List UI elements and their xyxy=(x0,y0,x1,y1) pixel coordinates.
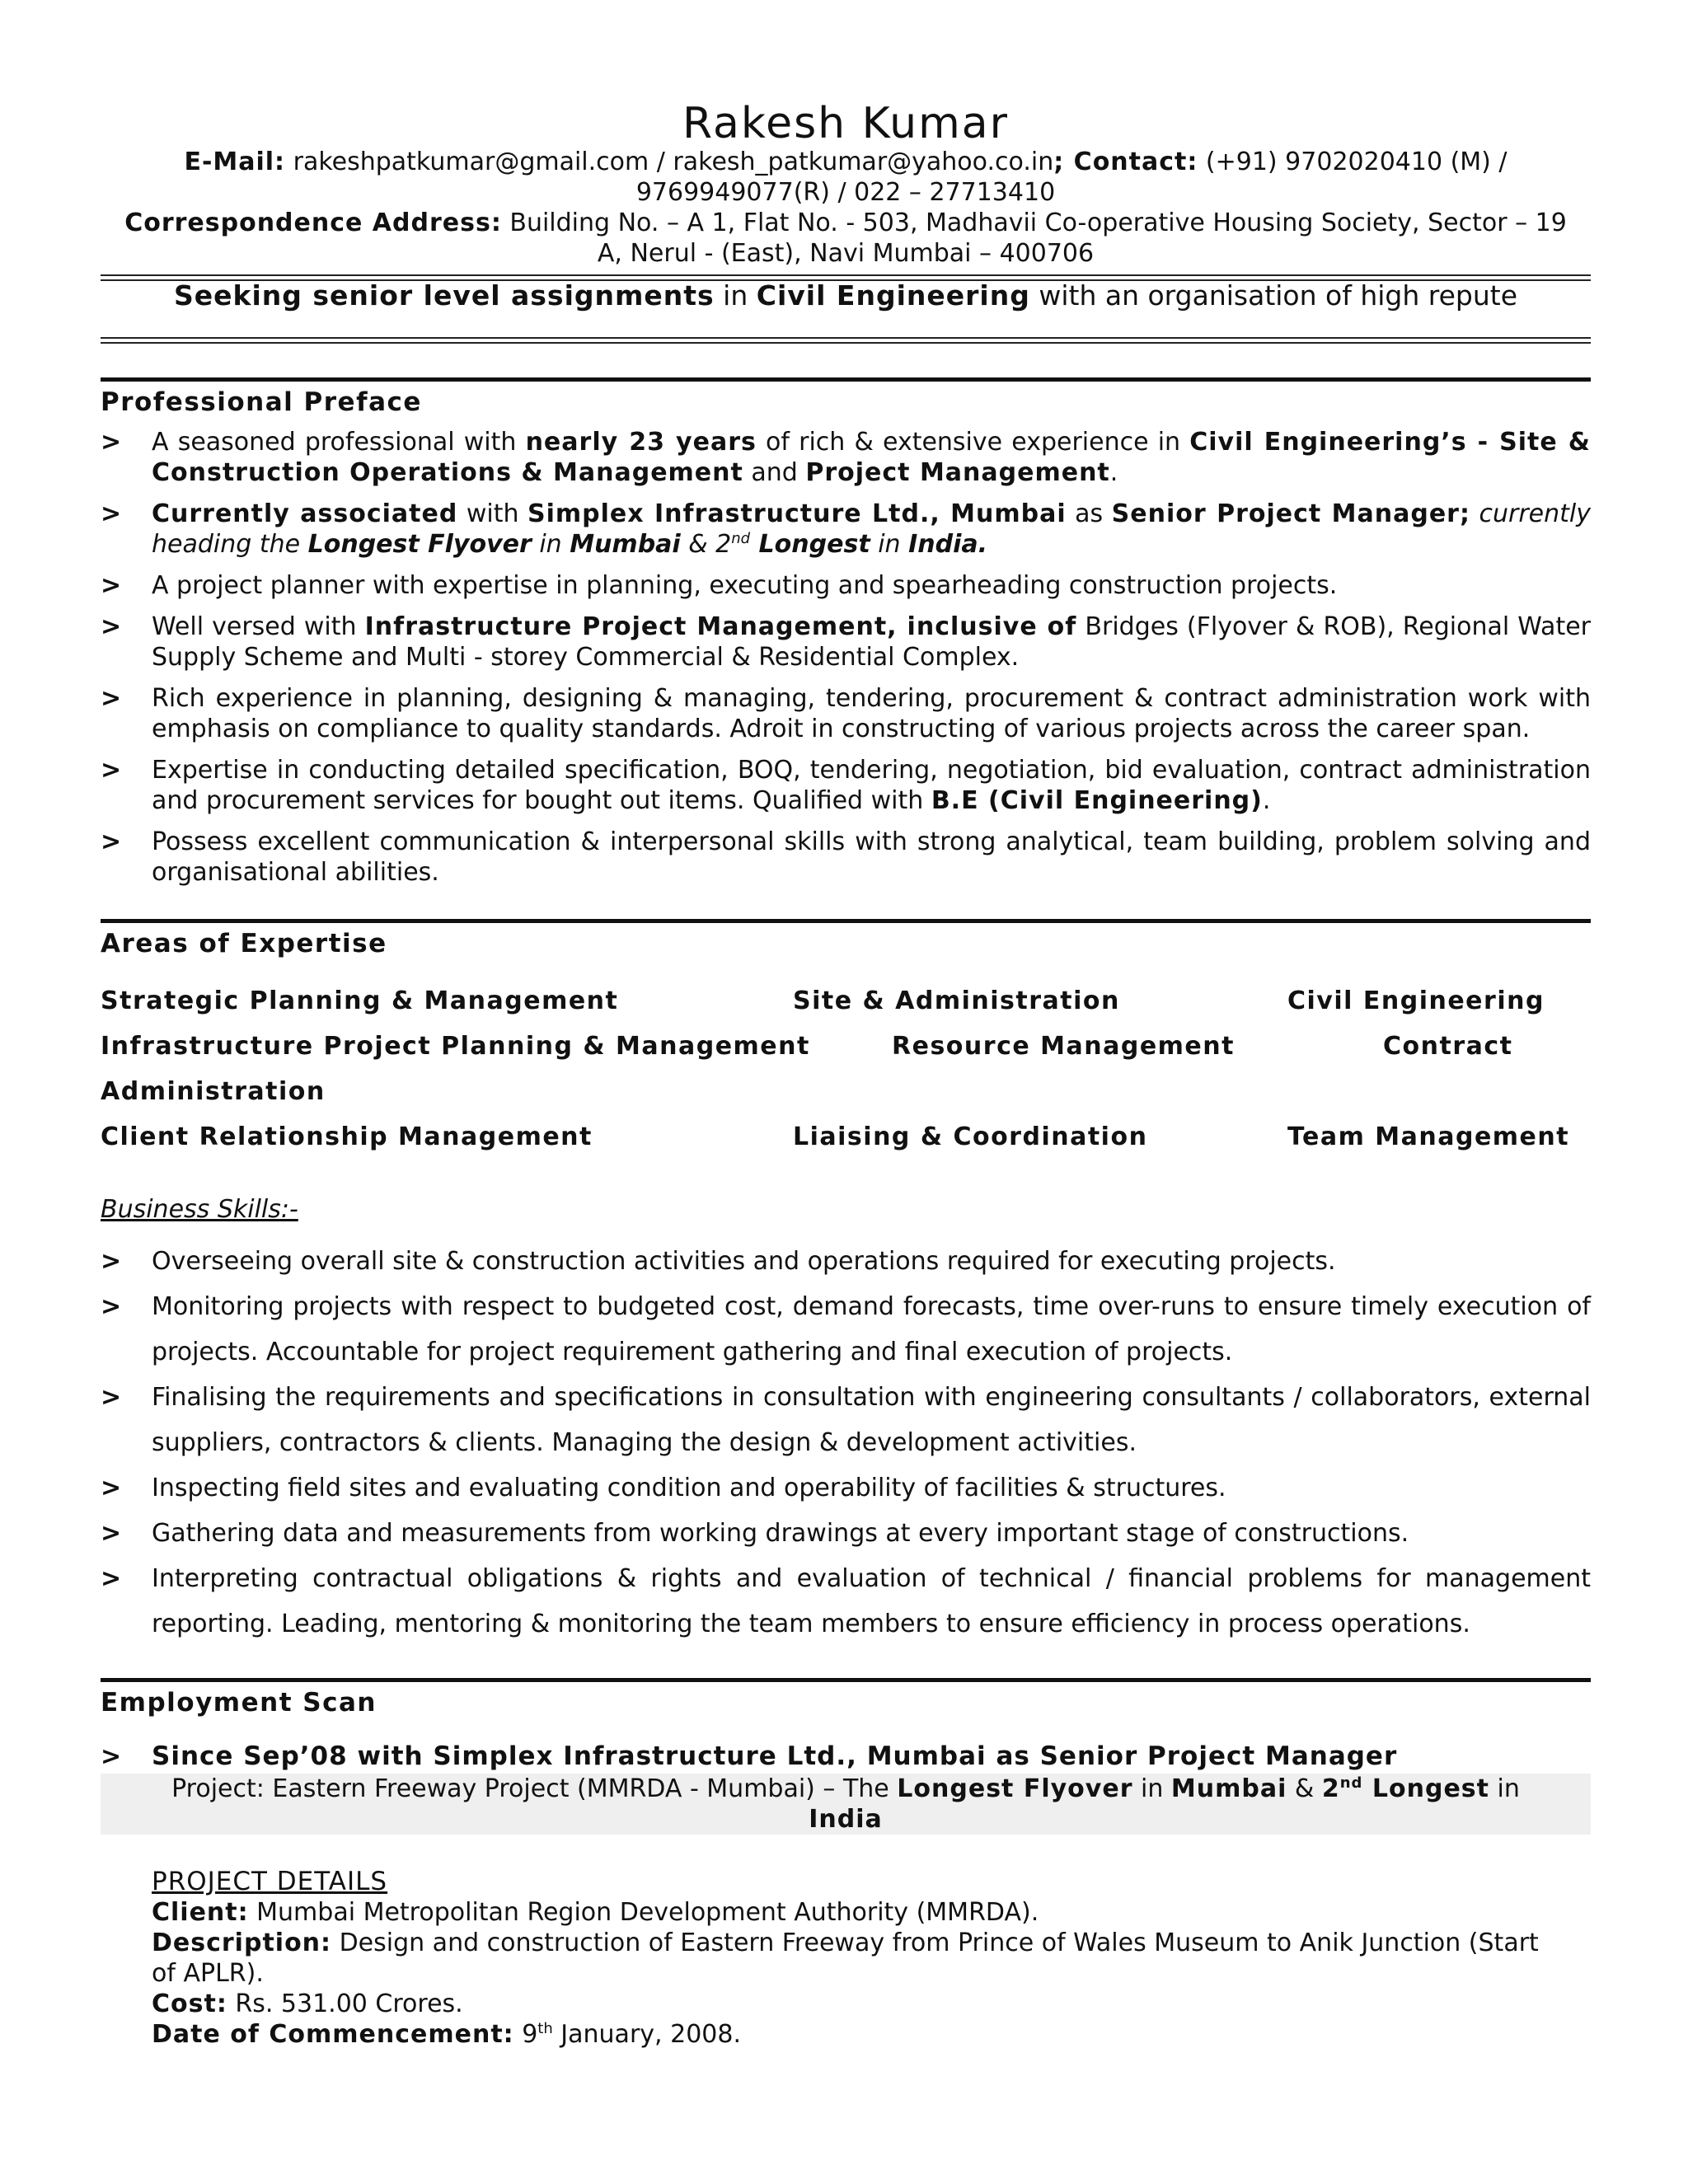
cost-value: Rs. 531.00 Crores. xyxy=(227,1990,463,2018)
chevron-right-icon: > xyxy=(101,1247,122,1276)
commencement-value: January, 2008. xyxy=(552,2020,741,2049)
chevron-right-icon: > xyxy=(101,571,122,600)
client-label: Client: xyxy=(152,1898,249,1927)
expertise-item: Resource Management xyxy=(892,1032,1235,1061)
text: Finalising the requirements and specifications in consultation with engineering consultants / collaborators, external suppliers, contractors & clients. Managing the design & development activities. xyxy=(152,1383,1591,1457)
text: Currently associated xyxy=(152,499,458,528)
list-item xyxy=(101,427,1591,488)
text: . xyxy=(1262,786,1271,815)
client-value: Mumbai Metropolitan Region Development Authority (MMRDA). xyxy=(248,1898,1039,1927)
list-item xyxy=(101,570,1591,601)
objective xyxy=(101,280,1591,311)
chevron-right-icon: > xyxy=(101,1383,122,1412)
expertise-item: Client Relationship Management xyxy=(101,1122,593,1151)
expertise-item: Strategic Planning & Management xyxy=(101,987,619,1015)
chevron-right-icon: > xyxy=(101,1292,122,1321)
text: nd xyxy=(1339,1774,1363,1792)
text: Senior Project Manager; xyxy=(1111,499,1470,528)
text: Expertise in conducting detailed specification, BOQ, tendering, negotiation, bid evaluation, contract administration and procurement services for bought out items. Qualified with xyxy=(152,756,1591,815)
preface-list xyxy=(101,427,1591,888)
address-line xyxy=(101,208,1591,238)
section-rule xyxy=(101,377,1591,382)
text: Project Management xyxy=(805,458,1110,487)
text: & xyxy=(1287,1774,1322,1803)
text: India. xyxy=(908,530,987,559)
text: nearly 23 years xyxy=(525,428,757,457)
list-item xyxy=(101,1465,1591,1511)
text: in xyxy=(1489,1774,1520,1803)
section-title-expertise: Areas of Expertise xyxy=(101,929,387,958)
text: currently heading the xyxy=(152,499,1591,559)
objective-text: with an organisation of high repute xyxy=(1029,279,1518,312)
text: Longest xyxy=(1362,1774,1489,1803)
expertise-row xyxy=(101,1122,1591,1155)
chevron-right-icon: > xyxy=(101,684,122,713)
text: Longest Flyover xyxy=(307,530,532,559)
business-skills-list xyxy=(101,1239,1591,1647)
list-item xyxy=(101,1284,1591,1375)
objective-text: in xyxy=(714,279,757,312)
text: Overseeing overall site & construction activities and operations required for executing projects. xyxy=(152,1247,1336,1276)
text: th xyxy=(537,2020,553,2037)
list-item xyxy=(101,1556,1591,1647)
text: of rich & extensive experience in xyxy=(756,428,1190,457)
section-title-preface: Professional Preface xyxy=(101,387,422,417)
email-label: E-Mail: xyxy=(184,148,286,176)
list-item xyxy=(101,1239,1591,1284)
project-details-heading: PROJECT DETAILS xyxy=(152,1867,388,1896)
employment-list xyxy=(101,1741,1591,1772)
expertise-item: Civil Engineering xyxy=(1287,987,1545,1015)
business-skills-heading: Business Skills:- xyxy=(101,1195,298,1224)
text: Well versed with xyxy=(152,612,365,641)
list-item xyxy=(101,499,1591,560)
text: as xyxy=(1066,499,1112,528)
list-item xyxy=(101,1511,1591,1556)
commencement-value: 9 xyxy=(513,2020,538,2049)
text: Project: Eastern Freeway Project (MMRDA - Mumbai) – The xyxy=(171,1774,898,1803)
text: A seasoned professional with xyxy=(152,428,526,457)
cost-line xyxy=(152,1989,1553,2019)
text: Civil Engineering’s - Site & Construction Operations & Management xyxy=(152,428,1591,487)
text: and xyxy=(743,458,806,487)
contact-label: ; Contact: xyxy=(1053,148,1198,176)
commencement-label: Date of Commencement: xyxy=(152,2020,514,2049)
text: in xyxy=(870,530,909,559)
list-item xyxy=(101,1741,1591,1772)
client-line xyxy=(152,1897,1553,1928)
chevron-right-icon: > xyxy=(101,1519,122,1548)
chevron-right-icon: > xyxy=(101,499,122,528)
objective-keyword: Seeking senior level assignments xyxy=(173,279,715,312)
contact-line-2: 9769949077(R) / 022 – 27713410 xyxy=(635,178,1056,207)
text: with xyxy=(457,499,528,528)
contact-line xyxy=(101,147,1591,177)
text: Infrastructure Project Management, inclusive of xyxy=(364,612,1077,641)
chevron-right-icon: > xyxy=(101,1474,122,1502)
text: in xyxy=(531,530,570,559)
text: India xyxy=(809,1805,883,1834)
text: Possess excellent communication & interpersonal skills with strong analytical, team building, problem solving and organisational abilities. xyxy=(152,827,1591,887)
expertise-row xyxy=(101,1032,1591,1065)
address-label: Correspondence Address: xyxy=(124,209,502,237)
candidate-name: Rakesh Kumar xyxy=(682,99,1010,148)
chevron-right-icon: > xyxy=(101,612,122,641)
expertise-item: Contract xyxy=(1383,1032,1513,1061)
contact-value: (+91) 9702020410 (M) / xyxy=(1205,148,1507,176)
expertise-item: Team Management xyxy=(1287,1122,1570,1151)
chevron-right-icon: > xyxy=(101,428,122,457)
text: . xyxy=(1109,458,1118,487)
expertise-item: Liaising & Coordination xyxy=(793,1122,1148,1151)
text: Longest Flyover xyxy=(897,1774,1133,1803)
address-value: Building No. – A 1, Flat No. - 503, Madhavii Co-operative Housing Society, Sector – 19 xyxy=(509,209,1567,237)
expertise-item: Infrastructure Project Planning & Management xyxy=(101,1032,810,1061)
section-rule xyxy=(101,1678,1591,1682)
text: Mumbai xyxy=(570,530,681,559)
expertise-item: Administration xyxy=(101,1077,326,1106)
text: Rich experience in planning, designing & managing, tendering, procurement & contract administration work with emphasis on compliance to quality standards. Adroit in constructing of various projects across the career span. xyxy=(152,684,1591,743)
text: A project planner with expertise in planning, executing and spearheading construction projects. xyxy=(152,571,1338,600)
text: Simplex Infrastructure Ltd., Mumbai xyxy=(527,499,1067,528)
text: & 2 xyxy=(680,530,732,559)
section-title-employment: Employment Scan xyxy=(101,1688,377,1718)
text: Gathering data and measurements from working drawings at every important stage of constructions. xyxy=(152,1519,1409,1548)
divider xyxy=(101,337,1591,344)
description-label: Description: xyxy=(152,1929,332,1957)
chevron-right-icon: > xyxy=(101,1564,122,1593)
project-band xyxy=(101,1774,1591,1835)
description-line xyxy=(152,1928,1553,1989)
project-details xyxy=(152,1867,1553,2050)
text: Mumbai xyxy=(1170,1774,1287,1803)
text: Monitoring projects with respect to budgeted cost, demand forecasts, time over-runs to ensure timely execution of projects. Accountable for project requirement gathering and final execution of projects. xyxy=(152,1292,1591,1366)
text: Longest xyxy=(750,530,870,559)
chevron-right-icon: > xyxy=(101,1742,122,1771)
address-line-2: A, Nerul - (East), Navi Mumbai – 400706 xyxy=(597,239,1095,268)
description-value: Design and construction of Eastern Freeway from Prince of Wales Museum to Anik Junction (Start of APLR). xyxy=(152,1929,1539,1988)
email-value: rakeshpatkumar@gmail.com / rakesh_patkumar@yahoo.co.in xyxy=(293,148,1054,176)
text: nd xyxy=(731,530,751,547)
list-item xyxy=(101,612,1591,673)
expertise-item: Site & Administration xyxy=(793,987,1120,1015)
text: 2 xyxy=(1321,1774,1340,1803)
section-rule xyxy=(101,919,1591,923)
expertise-row xyxy=(101,987,1591,1019)
chevron-right-icon: > xyxy=(101,827,122,856)
chevron-right-icon: > xyxy=(101,756,122,785)
list-item xyxy=(101,827,1591,888)
text: B.E (Civil Engineering) xyxy=(931,786,1263,815)
list-item xyxy=(101,755,1591,816)
objective-keyword: Civil Engineering xyxy=(756,279,1030,312)
list-item xyxy=(101,683,1591,744)
position-title: Since Sep’08 with Simplex Infrastructure Ltd., Mumbai as Senior Project Manager xyxy=(152,1741,1398,1771)
list-item xyxy=(101,1375,1591,1465)
text: Bridges (Flyover & ROB), Regional Water Supply Scheme and Multi - storey Commercial & Residential Complex. xyxy=(152,612,1591,672)
text: Interpreting contractual obligations & rights and evaluation of technical / financial problems for management reporting. Leading, mentoring & monitoring the team members to ensure efficiency in process operations. xyxy=(152,1564,1591,1638)
commencement-line xyxy=(152,2019,1553,2050)
text: in xyxy=(1132,1774,1171,1803)
expertise-row xyxy=(101,1077,1591,1110)
text: Inspecting field sites and evaluating condition and operability of facilities & structures. xyxy=(152,1474,1226,1502)
cost-label: Cost: xyxy=(152,1990,227,2018)
